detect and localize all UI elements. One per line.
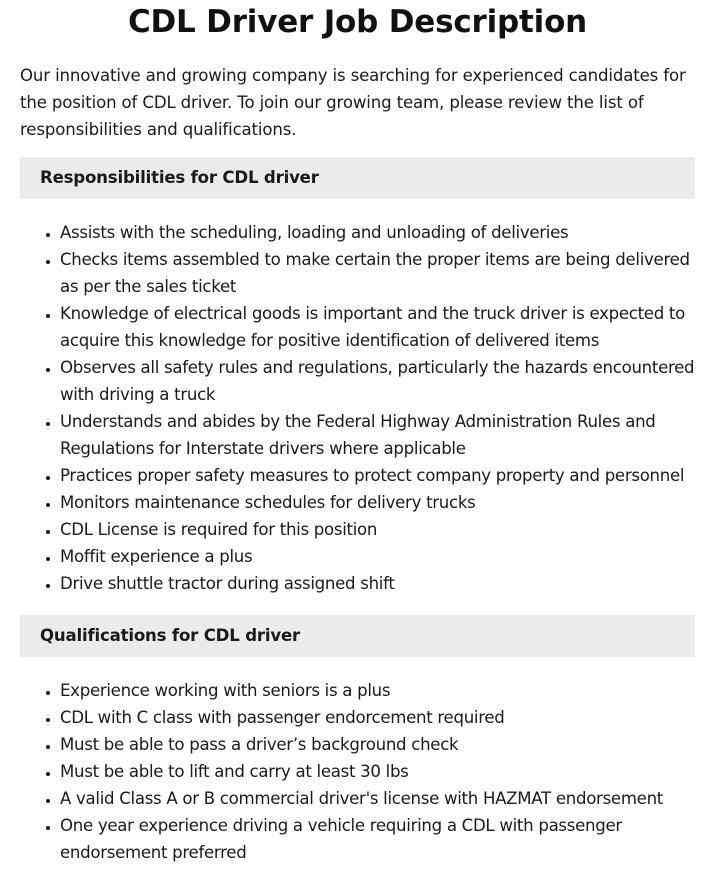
list-item: • CDL License is required for this position bbox=[60, 516, 695, 543]
list-item: • Knowledge of electrical goods is important and the truck driver is expected to acquire this knowledge for positive identification of delivered items bbox=[60, 300, 695, 354]
responsibilities-heading: Responsibilities for CDL driver bbox=[20, 157, 695, 199]
page-title: CDL Driver Job Description bbox=[127, 4, 588, 40]
list-item: • Assists with the scheduling, loading and unloading of deliveries bbox=[60, 219, 695, 246]
list-item: • Moffit experience a plus bbox=[60, 543, 695, 570]
job-description-page bbox=[20, 0, 695, 866]
list-item: • Practices proper safety measures to protect company property and personnel bbox=[60, 462, 695, 489]
list-item: • Drive shuttle tractor during assigned shift bbox=[60, 570, 695, 597]
list-item: • A valid Class A or B commercial driver's license with HAZMAT endorsement bbox=[60, 785, 695, 812]
qualifications-list bbox=[20, 677, 695, 866]
list-item: • Understands and abides by the Federal Highway Administration Rules and Regulations for Interstate drivers where applicable bbox=[60, 408, 695, 462]
responsibilities-list bbox=[20, 219, 695, 597]
list-item: • Must be able to lift and carry at least 30 lbs bbox=[60, 758, 695, 785]
list-item: • CDL with C class with passenger endorcement required bbox=[60, 704, 695, 731]
qualifications-heading: Qualifications for CDL driver bbox=[20, 615, 695, 657]
list-item: • Observes all safety rules and regulations, particularly the hazards encountered with driving a truck bbox=[60, 354, 695, 408]
intro-paragraph: Our innovative and growing company is searching for experienced candidates for the position of CDL driver. To join our growing team, please review the list of responsibilities and qualifications. bbox=[20, 66, 686, 139]
list-item: • One year experience driving a vehicle requiring a CDL with passenger endorsement preferred bbox=[60, 812, 695, 866]
list-item: • Checks items assembled to make certain the proper items are being delivered as per the sales ticket bbox=[60, 246, 695, 300]
list-item: • Must be able to pass a driver’s background check bbox=[60, 731, 695, 758]
list-item: • Monitors maintenance schedules for delivery trucks bbox=[60, 489, 695, 516]
list-item: • Experience working with seniors is a plus bbox=[60, 677, 695, 704]
